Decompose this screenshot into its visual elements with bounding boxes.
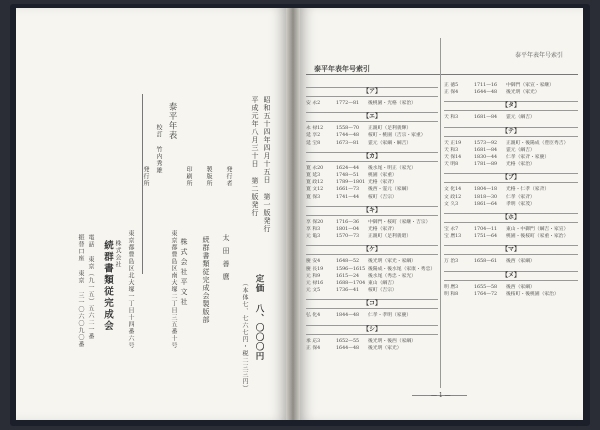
era-name: 元 和9 [306,273,321,279]
era-name: 享 和3 [306,227,321,233]
kana-group-header: 【メ】 [444,271,578,281]
era-name: 正 保4 [444,90,459,96]
era-years: 1570—73 [336,234,360,240]
print-address: 東京都豊島区南大塚二丁目三五番十号 [170,230,177,349]
era-name: 寛 延3 [306,173,321,179]
era-years: 1704—11 [474,227,498,233]
era-emperor-shogun: 仁孝（家斉） [506,194,535,200]
issuer-account: 振替口座 東京 三一〇六〇九〇番 [77,234,84,348]
era-name: 延 享2 [306,133,321,139]
era-name: 安 永2 [306,101,321,106]
era-entry [444,82,578,89]
era-name: 正 保4 [306,345,321,351]
era-years: 1772—81 [336,101,360,106]
era-years: 1655—58 [474,284,498,290]
era-emperor-shogun: 霊元（綱吉） [506,147,535,153]
price-note: （本体七、七六七円・税二三三円） [241,280,248,392]
kana-group-header: 【シ】 [306,325,438,335]
era-entry [306,266,438,273]
era-emperor-shogun: 後光明（家光） [368,345,402,351]
era-years: 1748—51 [336,173,360,179]
kana-group-header: 【ブ】 [444,173,578,183]
era-years: 1624—44 [336,165,360,171]
era-emperor-shogun: 仁孝・孝明（家慶） [368,313,412,319]
era-emperor-shogun: 正親町（足利義昭） [368,234,412,240]
era-years: 1658—61 [474,259,498,265]
era-name: 元 亀3 [306,234,321,240]
era-entry [444,258,578,265]
era-years: 1573—92 [474,140,498,146]
era-emperor-shogun: 後西（家綱） [506,284,535,290]
label-print: 印刷所 [185,166,192,187]
era-emperor-shogun: 光格（家斉） [368,180,397,186]
era-emperor-shogun: 後水尾（秀忠・家光） [368,273,416,279]
date-line-2: 平成元年八月三十日 第二版発行 [251,96,259,217]
era-years: 1596—1615 [336,266,366,272]
era-emperor-shogun: 光格（家斉） [368,227,397,233]
era-name: 文 政12 [444,194,462,200]
kana-group-header: 【エ】 [306,112,438,122]
era-years: 1844—48 [336,313,360,319]
index-column-2 [444,82,578,298]
era-entry [444,284,578,291]
era-years: 1741—44 [336,194,360,200]
era-emperor-shogun: 後光明（家光） [506,90,540,96]
era-name: 天 和3 [444,147,459,153]
era-entry [306,345,438,352]
book-gutter [286,8,300,420]
era-entry [444,201,578,208]
era-entry [444,89,578,96]
era-name: 元 禄16 [306,281,324,287]
running-head: 泰平年表年号索引 [514,52,563,59]
era-entry [306,132,438,139]
era-entry [306,273,438,280]
era-years: 1744—48 [336,133,360,139]
title-rule [306,74,578,75]
era-entry [444,154,578,161]
label-issuer: 発行所 [142,166,149,187]
kana-group-header: 【ア】 [306,87,438,97]
era-name: 慶 長19 [306,266,324,272]
column-divider [440,38,441,388]
era-years: 1688—1704 [336,281,366,287]
print-name: 株式会社平文社 [180,238,188,308]
era-emperor-shogun: 桃園・後桜町（家重・家治） [506,234,569,240]
era-entry [444,186,578,193]
era-years: 1830—44 [474,155,498,161]
book-title: 泰平年表 [167,102,177,140]
kana-group-header: 【マ】 [444,245,578,255]
era-name: 享 保20 [306,219,324,225]
era-name: 寛 政12 [306,180,324,186]
kana-group-header: 【キ】 [306,206,438,216]
era-years: 1661—73 [336,187,360,193]
era-name: 天 明8 [444,162,459,168]
page-number: — 1 — [431,392,451,399]
era-entry [306,172,438,179]
issuer-prefix: 株式会社 [114,240,121,268]
index-page [300,8,583,420]
era-years: 1681—84 [474,147,498,153]
era-emperor-shogun: 東山・中御門（綱吉・家宣） [506,227,569,233]
era-name: 延 宝8 [306,140,321,146]
era-name: 文 化14 [444,187,462,193]
era-name: 寛 保3 [306,194,321,200]
era-emperor-shogun: 霊元（綱吉） [506,115,535,121]
era-name: 承 応3 [306,338,321,344]
era-emperor-shogun: 後水尾・明正（家光） [368,165,416,171]
era-name: 宝 永7 [444,227,459,233]
era-years: 1648—52 [336,259,360,265]
era-name: 天 和3 [444,115,459,121]
era-entry [306,226,438,233]
era-years: 1751—64 [474,234,498,240]
era-years: 1711—16 [474,83,498,88]
era-emperor-shogun: 後陽成・後水尾（家康・秀忠） [368,266,436,272]
era-entry [444,147,578,154]
era-name: 明 暦3 [444,284,459,290]
era-emperor-shogun: 孝明（家茂） [506,201,535,207]
era-entry [444,291,578,298]
era-name: 文 久3 [444,201,459,207]
era-years: 1615—24 [336,273,360,279]
era-entry [306,125,438,132]
index-title: 泰平年表年号索引 [314,64,370,73]
index-column-1 [306,82,438,352]
era-years: 1673—81 [336,140,360,146]
era-emperor-shogun: 後西・霊元（家綱） [368,187,412,193]
era-emperor-shogun: 後桜町・後桃園（家治） [506,291,559,297]
era-years: 1861—64 [474,201,498,207]
era-years: 1652—55 [336,338,360,344]
era-years: 1644—48 [474,90,498,96]
era-entry [306,219,438,226]
era-name: 慶 安4 [306,259,321,265]
colophon-page [16,8,286,420]
era-years: 1736—41 [336,288,360,294]
era-years: 1818—30 [474,194,498,200]
era-emperor-shogun: 桜町（吉宗） [368,288,397,294]
kana-group-header: 【ケ】 [306,245,438,255]
era-name: 寛 永20 [306,165,324,171]
era-years: 1681—84 [474,115,498,121]
era-entry [306,179,438,186]
era-emperor-shogun: 仁孝（家斉・家慶） [506,155,550,161]
era-name: 明 和8 [444,291,459,297]
era-entry [444,140,578,147]
era-entry [306,258,438,265]
era-emperor-shogun: 中御門（家宣・家継） [506,83,554,88]
era-entry [306,140,438,147]
era-entry [306,165,438,172]
label-printer: 製版所 [205,166,212,187]
era-entry [306,186,438,193]
era-emperor-shogun: 後西（家綱） [506,259,535,265]
era-name: 宝 暦13 [444,234,462,240]
era-years: 1558—70 [336,126,360,132]
era-name: 天 正19 [444,140,462,146]
era-emperor-shogun: 桜町（吉宗） [368,194,397,200]
era-emperor-shogun: 正親町（足利義輝） [368,126,412,132]
era-name: 永 禄12 [306,126,324,132]
era-name: 万 治3 [444,259,459,265]
era-years: 1801—04 [336,227,360,233]
publisher-name: 太田善麿 [222,234,230,286]
printer-name: 続群書類従完成会製版部 [202,236,210,324]
era-emperor-shogun: 後光明・後西（家綱） [368,338,416,344]
era-entry [306,233,438,240]
era-name: 元 文5 [306,288,321,294]
era-name: 弘 化4 [306,313,321,319]
editor-credit: 校訂 竹内秀雄 [155,124,162,174]
era-emperor-shogun: 霊元（家綱・綱吉） [368,140,412,146]
era-entry [444,161,578,168]
era-years: 1764—72 [474,291,498,297]
era-entry [306,312,438,319]
issuer-name: 続群書類従完成会 [102,240,113,332]
era-entry [306,100,438,107]
era-entry [306,338,438,345]
era-emperor-shogun: 後桃園・光格（家治） [368,101,416,106]
kana-group-header: 【ホ】 [444,213,578,223]
kana-group-header: 【コ】 [306,299,438,309]
era-emperor-shogun: 光格（家治） [506,162,535,168]
era-years: 1716—36 [336,219,360,225]
era-emperor-shogun: 後光明（家光・家綱） [368,259,416,265]
kana-group-header: 【カ】 [306,152,438,162]
era-emperor-shogun: 中御門・桜町（家継・吉宗） [368,219,431,225]
kana-group-header: 【テ】 [444,127,578,137]
era-years: 1789—1801 [336,180,366,186]
era-name: 正 徳5 [444,83,459,88]
era-emperor-shogun: 正親町・後陽成（豊臣秀吉） [506,140,569,146]
era-entry [444,233,578,240]
era-emperor-shogun: 桜町・桃園（吉宗・家重） [368,133,426,139]
era-entry [306,287,438,294]
era-emperor-shogun: 東山（綱吉） [368,281,397,287]
era-name: 天 保14 [444,155,462,161]
era-entry [444,114,578,121]
era-entry [306,194,438,201]
issuer-address: 東京都豊島区北大塚一丁目十四番六号 [127,230,134,349]
date-line-1: 昭和五十四年四月十五日 第一版発行 [263,96,271,233]
era-name: 寛 文12 [306,187,324,193]
era-emperor-shogun: 光格・仁孝（家斉） [506,187,550,193]
era-years: 1644—48 [336,345,360,351]
era-emperor-shogun: 桃園（家重） [368,173,397,179]
era-entry [444,194,578,201]
era-years: 1781—89 [474,162,498,168]
era-entry [444,226,578,233]
issuer-phone: 電話 東京（九一五）五六二一番 [87,234,94,340]
price: 定価 八、〇〇〇円 [254,274,264,361]
label-publisher: 発行者 [225,166,232,187]
era-years: 1804—18 [474,187,498,193]
era-entry [306,280,438,287]
kana-group-header: 【タ】 [444,101,578,111]
